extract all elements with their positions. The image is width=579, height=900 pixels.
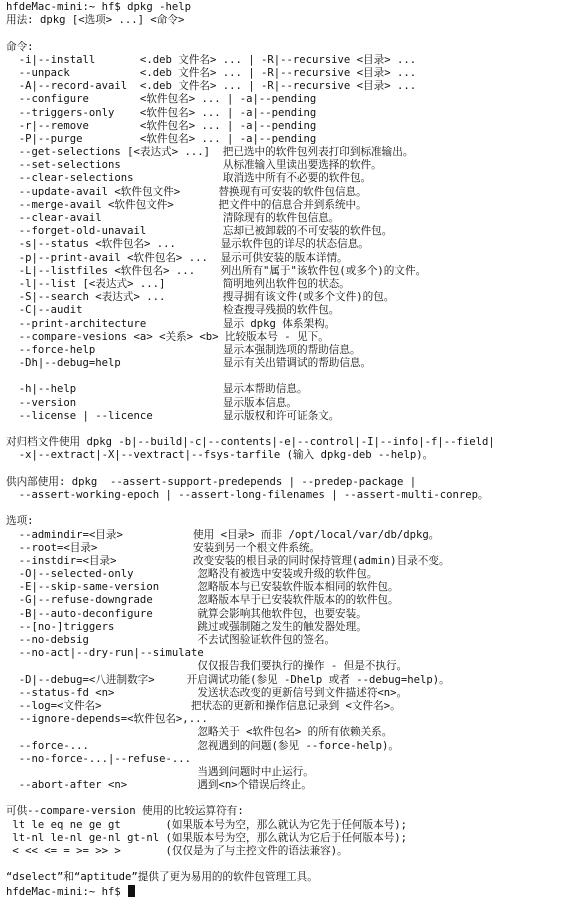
terminal-line: 命令: xyxy=(6,40,34,53)
terminal-line: --configure <软件包名> ... | -a|--pending xyxy=(6,93,317,106)
terminal-line: -r|--remove <软件包名> ... | -a|--pending xyxy=(6,119,317,132)
terminal-line: -B|--auto-deconfigure 就算会影响其他软件包，也要安装。 xyxy=(6,607,367,620)
terminal-output xyxy=(6,1,579,885)
terminal-line: -A|--record-avail <.deb 文件名> ... | -R|--recursive <目录> ... xyxy=(6,80,417,93)
terminal-line: -p|--print-avail <软件包名> ... 显示可供安装的版本详情。 xyxy=(6,251,348,264)
terminal-line xyxy=(6,502,579,515)
terminal-line: -x|--extract|-X|--vextract|--fsys-tarfile (输入 dpkg-deb --help)。 xyxy=(6,449,434,462)
terminal-line: -Dh|--debug=help 显示有关出错调试的帮助信息。 xyxy=(6,357,372,370)
terminal-line: --no-force-...|--refuse-... xyxy=(6,752,191,765)
terminal-line: -h|--help 显示本帮助信息。 xyxy=(6,383,308,396)
terminal-line: --abort-after <n> 遇到<n>个错误后终止。 xyxy=(6,779,312,792)
terminal-line: 供内部使用: dpkg --assert-support-predepends | --predep-package | xyxy=(6,475,417,488)
terminal-line: --instdir=<目录> 改变安装的根目录的同时保持管理(admin)目录不变。 xyxy=(6,554,450,567)
terminal-line: --set-selections 从标准输入里读出要选择的软件。 xyxy=(6,159,382,172)
terminal-line: -L|--listfiles <软件包名> ... 列出所有"属于"该软件包(或多个)的文件。 xyxy=(6,264,427,277)
terminal-line: < << <= = >= >> > (仅仅是为了与主控文件的语法兼容)。 xyxy=(6,845,348,857)
terminal-line: --no-debsig 不去试图验证软件包的签名。 xyxy=(6,634,336,646)
terminal-line: -G|--refuse-downgrade 忽略版本早于已安装软件版本的的软件包。 xyxy=(6,594,399,607)
terminal-line: --license | --licence 显示版权和许可证条文。 xyxy=(6,409,340,422)
terminal-line: “dselect”和“aptitude”提供了更为易用的的软件包管理工具。 xyxy=(6,871,318,884)
terminal-line: 忽略关于 <软件包名> 的所有依赖关系。 xyxy=(6,726,393,739)
terminal-line: -P|--purge <软件包名> ... | -a|--pending xyxy=(6,132,317,145)
terminal-line xyxy=(6,463,579,476)
terminal-line: --assert-working-epoch | --assert-long-filenames | --assert-multi-conrep。 xyxy=(6,488,489,501)
terminal-line: --no-act|--dry-run|--simulate xyxy=(6,647,204,660)
terminal-line: 用法: dpkg [<选项> ...] <命令> xyxy=(6,14,185,27)
terminal-line: --log=<文件名> 把状态的更新和操作信息记录到 <文件名>。 xyxy=(6,699,401,712)
terminal-line xyxy=(6,792,579,805)
terminal-line: --force-... 忽视遇到的问题(参见 --force-help)。 xyxy=(6,739,399,752)
terminal-line: --[no-]triggers 跳过或强制随之发生的触发器处理。 xyxy=(6,620,367,633)
terminal-line: hfdeMac-mini:~ hf$ dpkg -help xyxy=(6,1,191,13)
terminal-line: 当遇到问题时中止运行。 xyxy=(6,765,314,778)
terminal-line: -D|--debug=<八进制数字> 开启调试功能(参见 -Dhelp 或者 --debug=help)。 xyxy=(6,673,450,686)
terminal-line: --merge-avail <软件包文件> 把文件中的信息合并到系统中。 xyxy=(6,198,367,211)
terminal-line xyxy=(6,423,579,436)
terminal-line: -i|--install <.deb 文件名> ... | -R|--recursive <目录> ... xyxy=(6,53,417,66)
terminal-line: --force-help 显示本强制选项的帮助信息。 xyxy=(6,343,361,356)
terminal-line: 仅仅报告我们要执行的操作 - 但是不执行。 xyxy=(6,660,408,673)
terminal-line: -O|--selected-only 忽略没有被选中安装或升级的软件包。 xyxy=(6,568,378,581)
terminal-line: lt-nl le-nl ge-nl gt-nl (如果版本号为空，那么就认为它后于任何版本号); xyxy=(6,831,408,844)
terminal-line: --root=<目录> 安装到另一个根文件系统。 xyxy=(6,541,321,554)
terminal-line: -C|--audit 检查搜寻残损的软件包。 xyxy=(6,304,340,317)
terminal-line: --clear-avail 清除现有的软件包信息。 xyxy=(6,212,340,224)
text-cursor xyxy=(128,885,135,897)
terminal-line: 对归档文件使用 dpkg -b|--build|-c|--contents|-e|--control|-I|--info|-f|--field| xyxy=(6,436,495,449)
terminal-line: --version 显示版本信息。 xyxy=(6,396,298,409)
terminal-line: --update-avail <软件包文件> 替换现有可安装的软件包信息。 xyxy=(6,185,367,198)
terminal-line: --admindir=<目录> 使用 <目录> 而非 /opt/local/var/db/dpkg。 xyxy=(6,528,440,541)
terminal-line: 选项: xyxy=(6,515,34,528)
terminal-line xyxy=(6,370,579,383)
terminal-line: --status-fd <n> 发送状态改变的更新信号到文件描述符<n>。 xyxy=(6,686,408,699)
terminal-line: --forget-old-unavail 忘却已被卸载的不可安装的软件包。 xyxy=(6,225,393,238)
terminal-line: --ignore-depends=<软件包名>,... xyxy=(6,713,208,726)
terminal-line: 可供--compare-version 使用的比较运算符有: xyxy=(6,805,244,818)
terminal-line xyxy=(6,858,579,871)
terminal-line: -S|--search <表达式> ... 搜寻拥有该文件(或多个文件)的包。 xyxy=(6,291,395,304)
shell-prompt: hfdeMac-mini:~ hf$ xyxy=(6,885,128,898)
terminal-line: --clear-selections 取消选中所有不必要的软件包。 xyxy=(6,172,372,185)
terminal-line: --unpack <.deb 文件名> ... | -R|--recursive <目录> ... xyxy=(6,66,417,79)
terminal-line xyxy=(6,27,579,40)
terminal-line: --compare-vesions <a> <关系> <b> 比较版本号 - 见下。 xyxy=(6,330,329,343)
terminal-line: -l|--list [<表达式> ...] 简明地列出软件包的状态。 xyxy=(6,277,350,290)
terminal-prompt-line[interactable] xyxy=(6,885,579,898)
terminal-line: lt le eq ne ge gt (如果版本号为空，那么就认为它先于任何版本号); xyxy=(6,818,408,831)
terminal-line: --triggers-only <软件包名> ... | -a|--pending xyxy=(6,106,317,119)
terminal-line: --print-architecture 显示 dpkg 体系架构。 xyxy=(6,317,336,330)
terminal-line: -E|--skip-same-version 忽略版本与已安装软件版本相同的软件包。 xyxy=(6,581,399,594)
terminal-line: -s|--status <软件包名> ... 显示软件包的详尽的状态信息。 xyxy=(6,238,369,251)
terminal-line: --get-selections [<表达式> ...] 把已选中的软件包列表打印到标准输出。 xyxy=(6,146,414,159)
